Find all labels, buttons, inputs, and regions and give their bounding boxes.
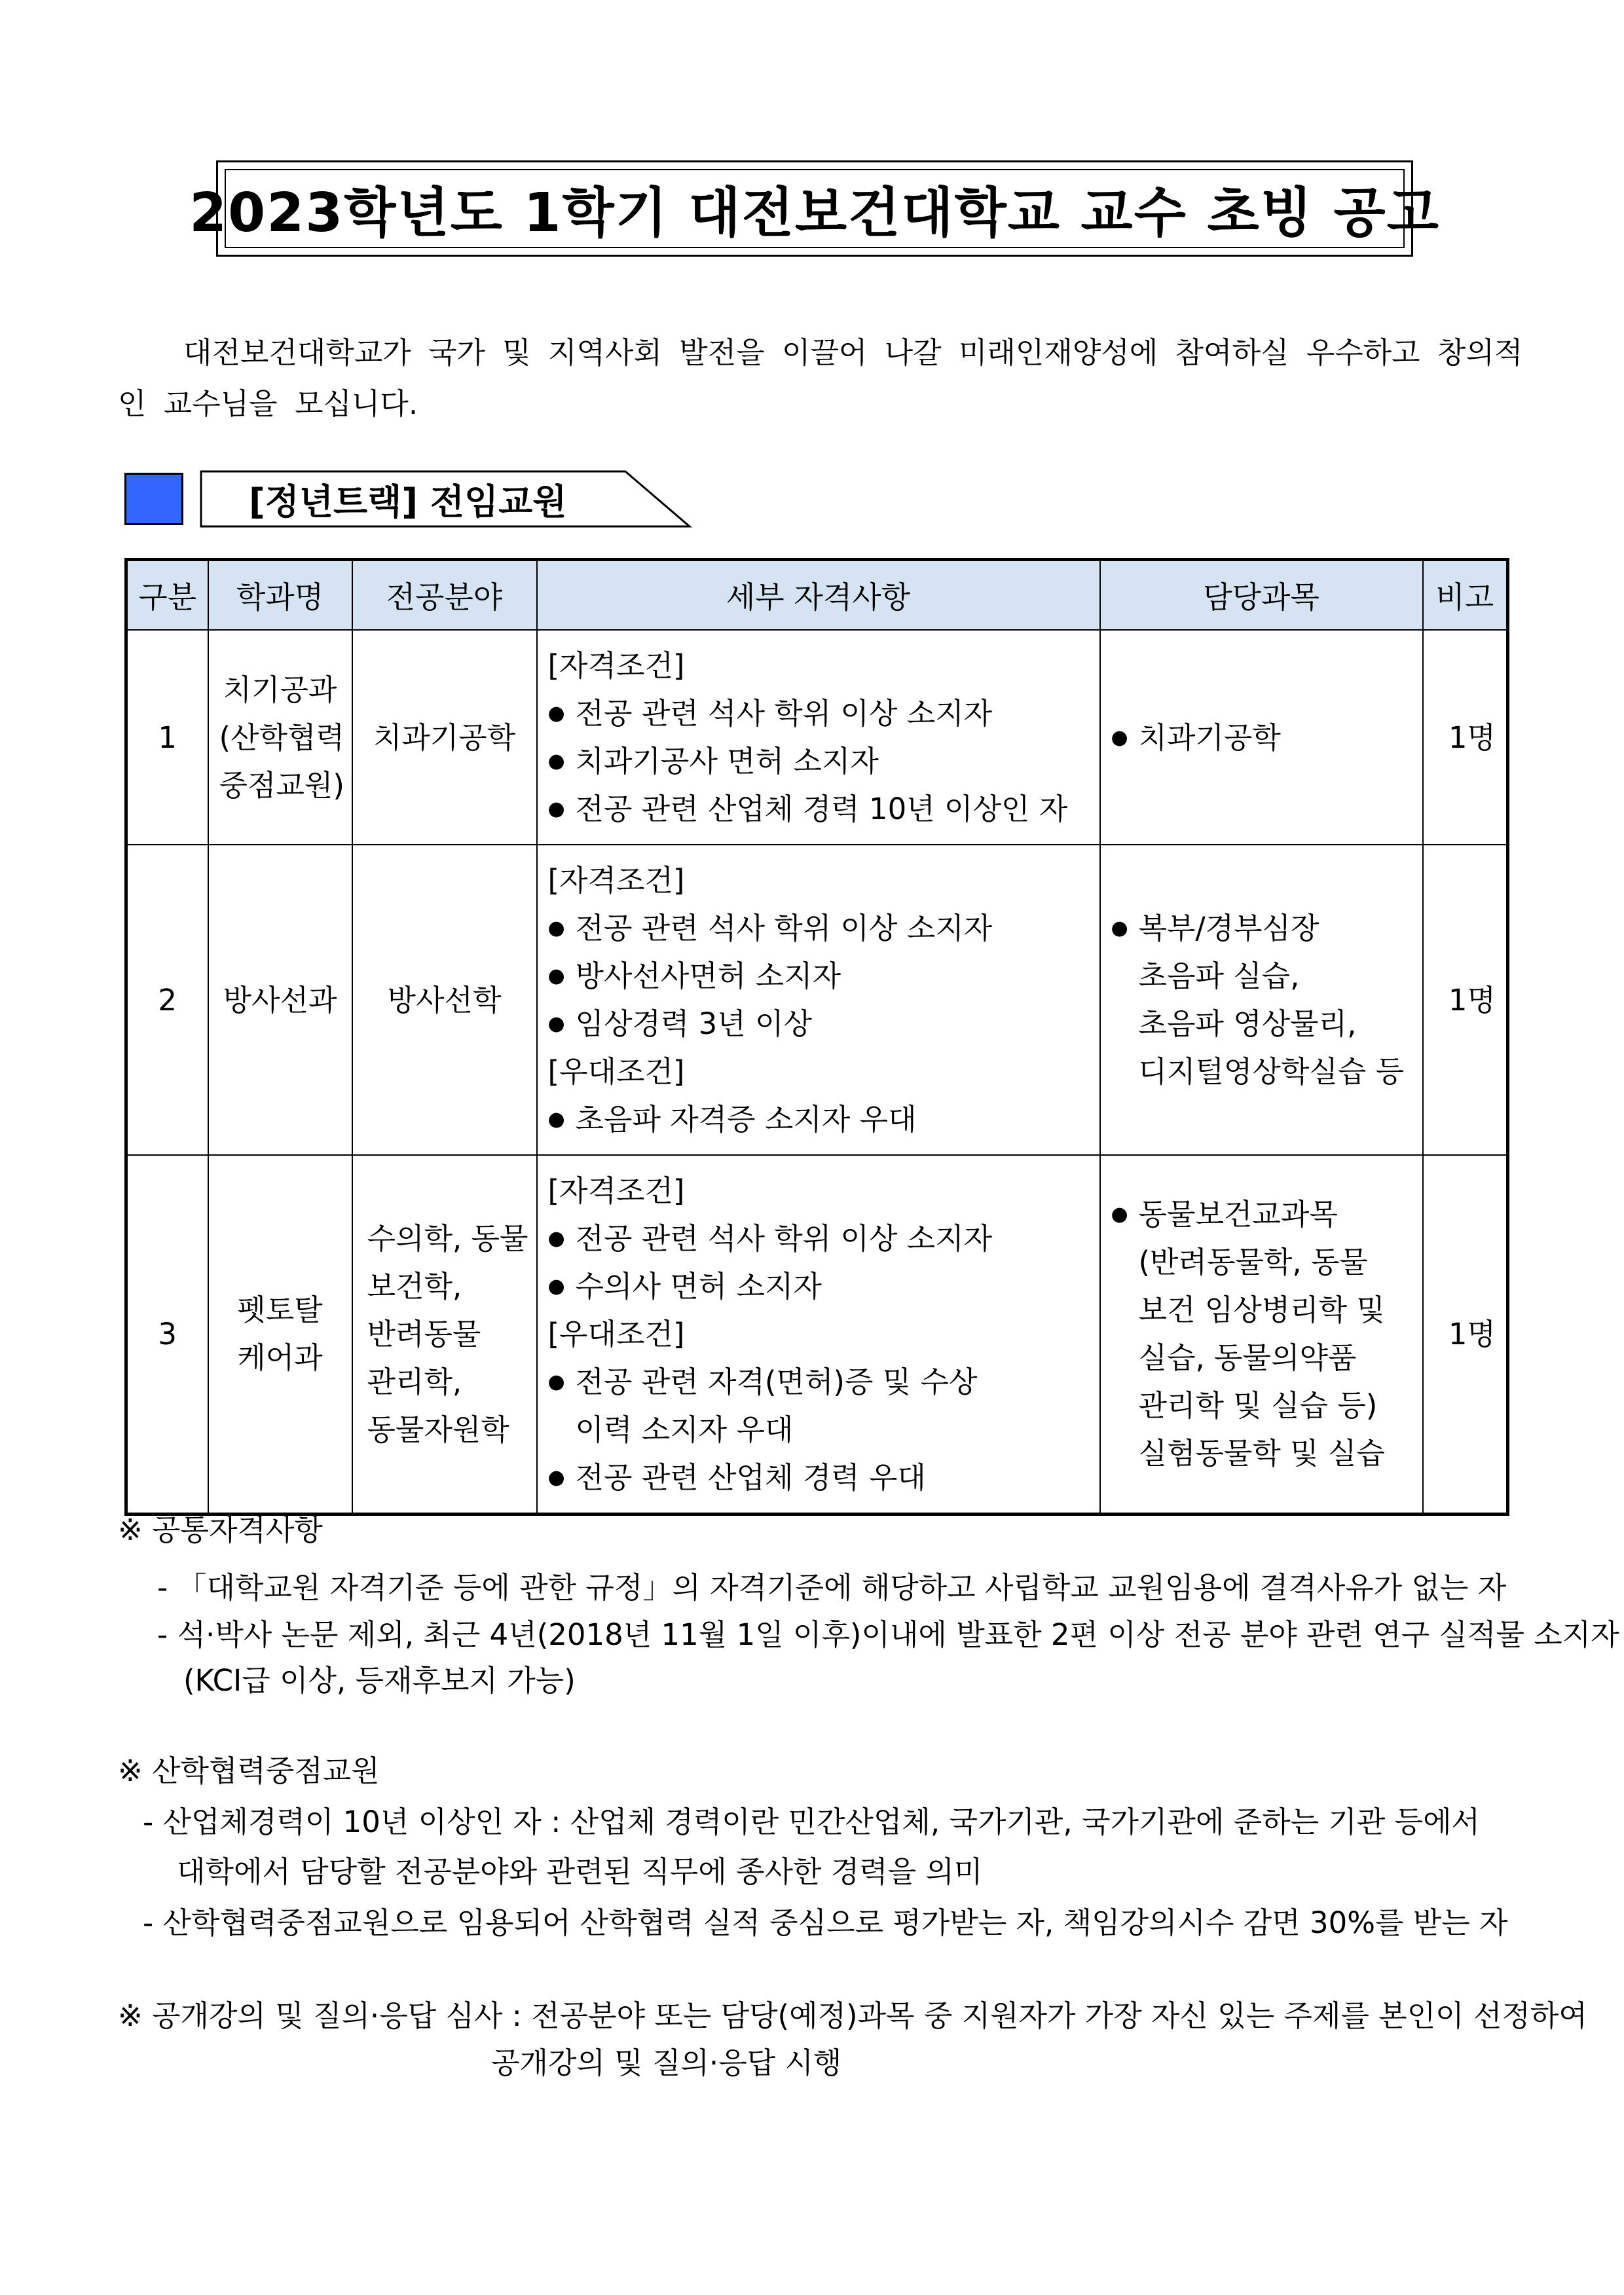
major-line: 관리학,: [367, 1364, 462, 1399]
subject-line: 실험동물학 및 실습: [1138, 1436, 1385, 1471]
table-header-row: [126, 560, 1508, 631]
dept-line: 케어과: [237, 1340, 323, 1376]
section-tab: [200, 470, 692, 528]
row-subjects: [1100, 845, 1423, 1155]
page-title: 2023학년도 1학기 대전보건대학교 교수 초빙 공고: [225, 169, 1405, 248]
subject-line: 실습, 동물의약품: [1138, 1340, 1357, 1376]
subject-line: 초음파 영상물리,: [1138, 1006, 1357, 1041]
row-note: 1명: [1423, 630, 1508, 845]
dept-line: 방사선과: [223, 982, 337, 1018]
header-department: 학과명: [208, 560, 352, 631]
row-qualifications: [537, 1155, 1100, 1514]
section-label: [정년트랙] 전임교원: [249, 481, 567, 523]
qual-bullet: ● 전공 관련 석사 학위 이상 소지자: [548, 1215, 1089, 1262]
header-qualifications: 세부 자격사항: [537, 560, 1100, 631]
row-department: [208, 845, 352, 1155]
qual-bullet: ● 전공 관련 산업체 경력 10년 이상인 자: [548, 785, 1089, 833]
qual-heading: [자격조건]: [547, 648, 685, 683]
table-row: [126, 1155, 1508, 1514]
row-department: [208, 1155, 352, 1514]
major-line: 동물자원학: [367, 1412, 509, 1447]
table-row: [126, 845, 1508, 1155]
row-qualifications: [537, 630, 1100, 845]
row-subjects: [1100, 1155, 1423, 1514]
section-square-icon: [124, 473, 183, 525]
industry-item-cont: 대학에서 담당할 전공분야와 관련된 직무에 종사한 경력을 의미: [177, 1854, 983, 1889]
row-qualifications: [537, 845, 1100, 1155]
subject-line: (반려동물학, 동물: [1138, 1245, 1368, 1280]
row-major: [352, 845, 537, 1155]
row-number: 2: [126, 845, 208, 1155]
major-line: 반려동물: [367, 1316, 481, 1351]
subject-bullet: ● 복부/경부심장: [1111, 904, 1412, 952]
row-department: [208, 630, 352, 845]
dept-line: 펫토탈: [237, 1293, 323, 1328]
title-box: [189, 160, 1440, 257]
qual-bullet: ● 초음파 자격증 소지자 우대: [548, 1095, 1089, 1143]
row-major: [352, 1155, 537, 1514]
major-line: 방사선학: [387, 982, 502, 1018]
common-item-cont: (KCI급 이상, 등재후보지 가능): [183, 1663, 576, 1698]
row-subjects: [1100, 630, 1423, 845]
common-item: - 석·박사 논문 제외, 최근 4년(2018년 11월 1일 이후)이내에 발표한 2편 이상 전공 분야 관련 연구 실적물 소지자: [157, 1617, 1619, 1652]
qual-bullet: ● 수의사 면허 소지자: [548, 1262, 1089, 1310]
qual-heading: [우대조건]: [547, 1316, 685, 1351]
major-line: 치과기공학: [373, 720, 516, 755]
qual-bullet: ● 전공 관련 석사 학위 이상 소지자: [548, 904, 1089, 952]
faculty-table: [124, 558, 1509, 1516]
header-subjects: 담당과목: [1100, 560, 1423, 631]
row-number: 3: [126, 1155, 208, 1514]
qual-heading: [자격조건]: [547, 1173, 685, 1208]
qual-bullet: ● 임상경력 3년 이상: [548, 1000, 1089, 1048]
row-note: 1명: [1423, 1155, 1508, 1514]
subject-bullet: ● 치과기공학: [1111, 714, 1412, 762]
subject-bullet: ● 동물보건교과목: [1111, 1190, 1412, 1238]
dept-line: 치기공과: [223, 672, 337, 707]
qual-bullet: ● 방사선사면허 소지자: [548, 952, 1089, 1000]
row-number: 1: [126, 630, 208, 845]
qual-bullet: ● 전공 관련 산업체 경력 우대: [548, 1454, 1089, 1501]
subject-line: 보건 임상병리학 및: [1138, 1293, 1385, 1328]
qual-heading: [우대조건]: [547, 1054, 685, 1089]
major-line: 보건학,: [367, 1268, 462, 1304]
industry-heading: ※ 산학협력중점교원: [118, 1753, 380, 1788]
header-major: 전공분야: [352, 560, 537, 631]
intro-paragraph: 대전보건대학교가 국가 및 지역사회 발전을 이끌어 나갈 미래인재양성에 참여하실 우수하고 창의적인 교수님을 모십니다.: [118, 335, 1523, 421]
industry-item: - 산업체경력이 10년 이상인 자 : 산업체 경력이란 민간산업체, 국가기관, 국가기관에 준하는 기관 등에서: [143, 1805, 1481, 1839]
row-major: [352, 630, 537, 845]
subject-line: 디지털영상학실습 등: [1138, 1054, 1405, 1089]
dept-line: (산학협력: [219, 720, 344, 755]
qual-continuation: 이력 소지자 우대: [575, 1412, 794, 1447]
table-row: [126, 630, 1508, 845]
common-item: - 「대학교원 자격기준 등에 관한 규정」의 자격기준에 해당하고 사립학교 교원임용에 결격사유가 없는 자: [157, 1570, 1507, 1605]
header-category: 구분: [126, 560, 208, 631]
industry-item: - 산학협력중점교원으로 임용되어 산학협력 실적 중심으로 평가받는 자, 책임강의시수 감면 30%를 받는 자: [143, 1905, 1508, 1940]
subject-line: 관리학 및 실습 등): [1138, 1388, 1378, 1423]
subject-line: 초음파 실습,: [1138, 959, 1300, 993]
lecture-note-cont: 공개강의 및 질의·응답 시행: [491, 2046, 842, 2080]
qual-heading: [자격조건]: [547, 863, 685, 898]
qual-bullet: ● 전공 관련 자격(면허)증 및 수상: [548, 1358, 1089, 1406]
qual-bullet: ● 전공 관련 석사 학위 이상 소지자: [548, 689, 1089, 737]
row-note: 1명: [1423, 845, 1508, 1155]
lecture-note: ※ 공개강의 및 질의·응답 심사 : 전공분야 또는 담당(예정)과목 중 지원자가 가장 자신 있는 주제를 본인이 선정하여: [118, 1998, 1587, 2033]
common-heading: ※ 공통자격사항: [118, 1513, 323, 1547]
header-note: 비고: [1423, 560, 1508, 631]
major-line: 수의학, 동물: [367, 1221, 528, 1256]
dept-line: 중점교원): [219, 767, 344, 803]
qual-bullet: ● 치과기공사 면허 소지자: [548, 737, 1089, 785]
